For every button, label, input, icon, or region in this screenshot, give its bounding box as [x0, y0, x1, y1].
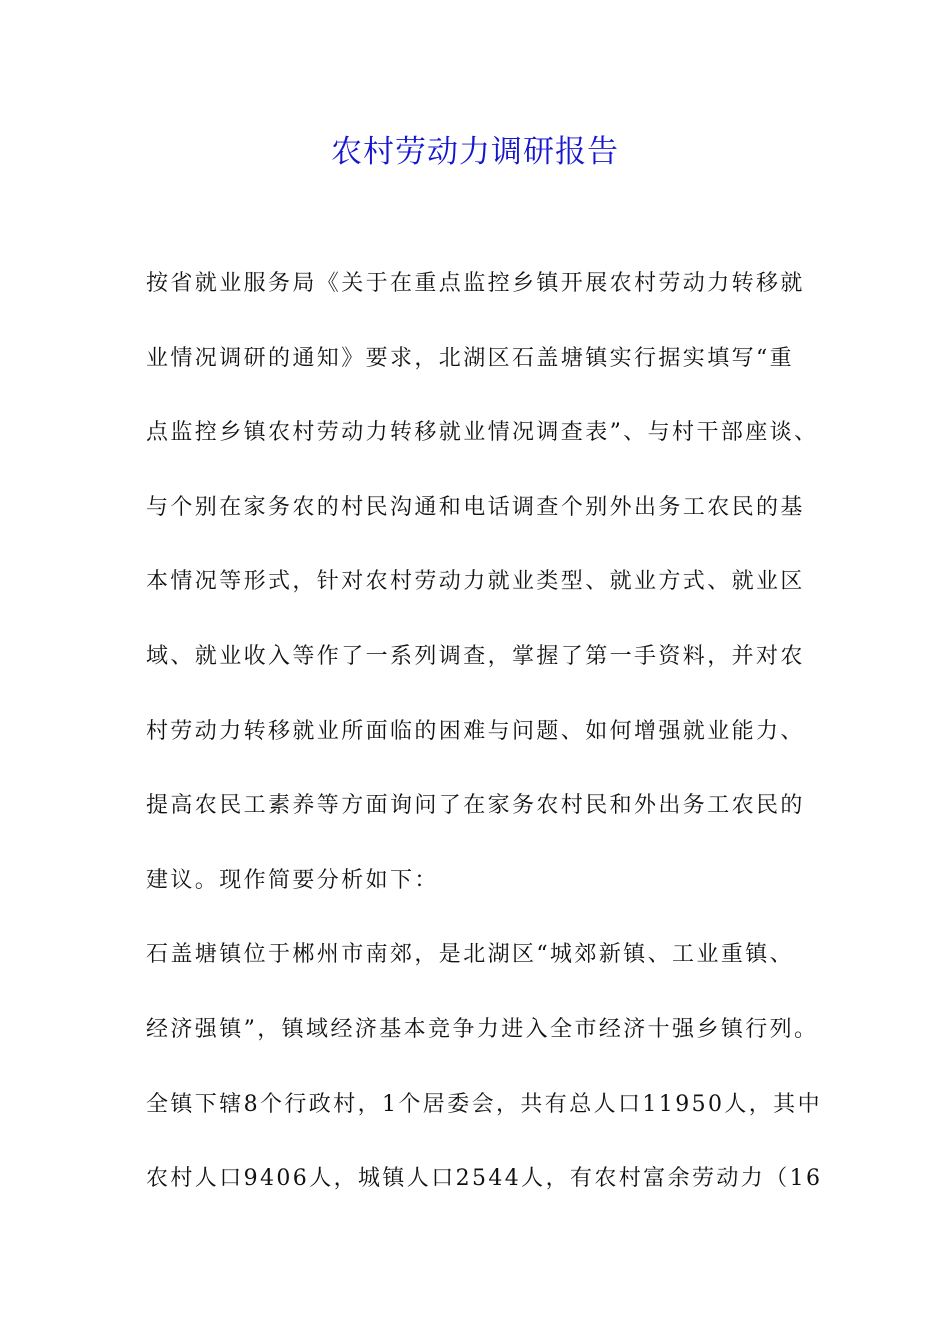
text-line: 本情况等形式，针对农村劳动力就业类型、就业方式、就业区	[146, 569, 805, 595]
text-line: 业情况调研的通知》要求，北湖区石盖塘镇实行据实填写“重	[146, 345, 795, 371]
text-line: 村劳动力转移就业所面临的困难与问题、如何增强就业能力、	[146, 718, 805, 744]
text-line: 全镇下辖8个行政村，1个居委会，共有总人口11950人，其中	[146, 1091, 822, 1117]
text-line: 域、就业收入等作了一系列调查，掌握了第一手资料，并对农	[146, 643, 805, 669]
text-line: 经济强镇”，镇域经济基本竞争力进入全市经济十强乡镇行列。	[146, 1016, 819, 1042]
text-line: 与个别在家务农的村民沟通和电话调查个别外出务工农民的基	[146, 494, 805, 520]
document-title: 农村劳动力调研报告	[331, 134, 619, 170]
text-line: 石盖塘镇位于郴州市南郊，是北湖区“城郊新镇、工业重镇、	[146, 942, 795, 968]
text-line: 按省就业服务局《关于在重点监控乡镇开展农村劳动力转移就	[146, 271, 805, 296]
document-body	[146, 260, 826, 1230]
text-line: 点监控乡镇农村劳动力转移就业情况调查表”、与村干部座谈、	[146, 420, 819, 446]
text-line: 提高农民工素养等方面询问了在家务农村民和外出务工农民的	[146, 793, 805, 819]
text-line: 农村人口9406人，城镇人口2544人，有农村富余劳动力（16	[146, 1166, 823, 1192]
text-line: 建议。现作简要分析如下：	[146, 867, 439, 893]
